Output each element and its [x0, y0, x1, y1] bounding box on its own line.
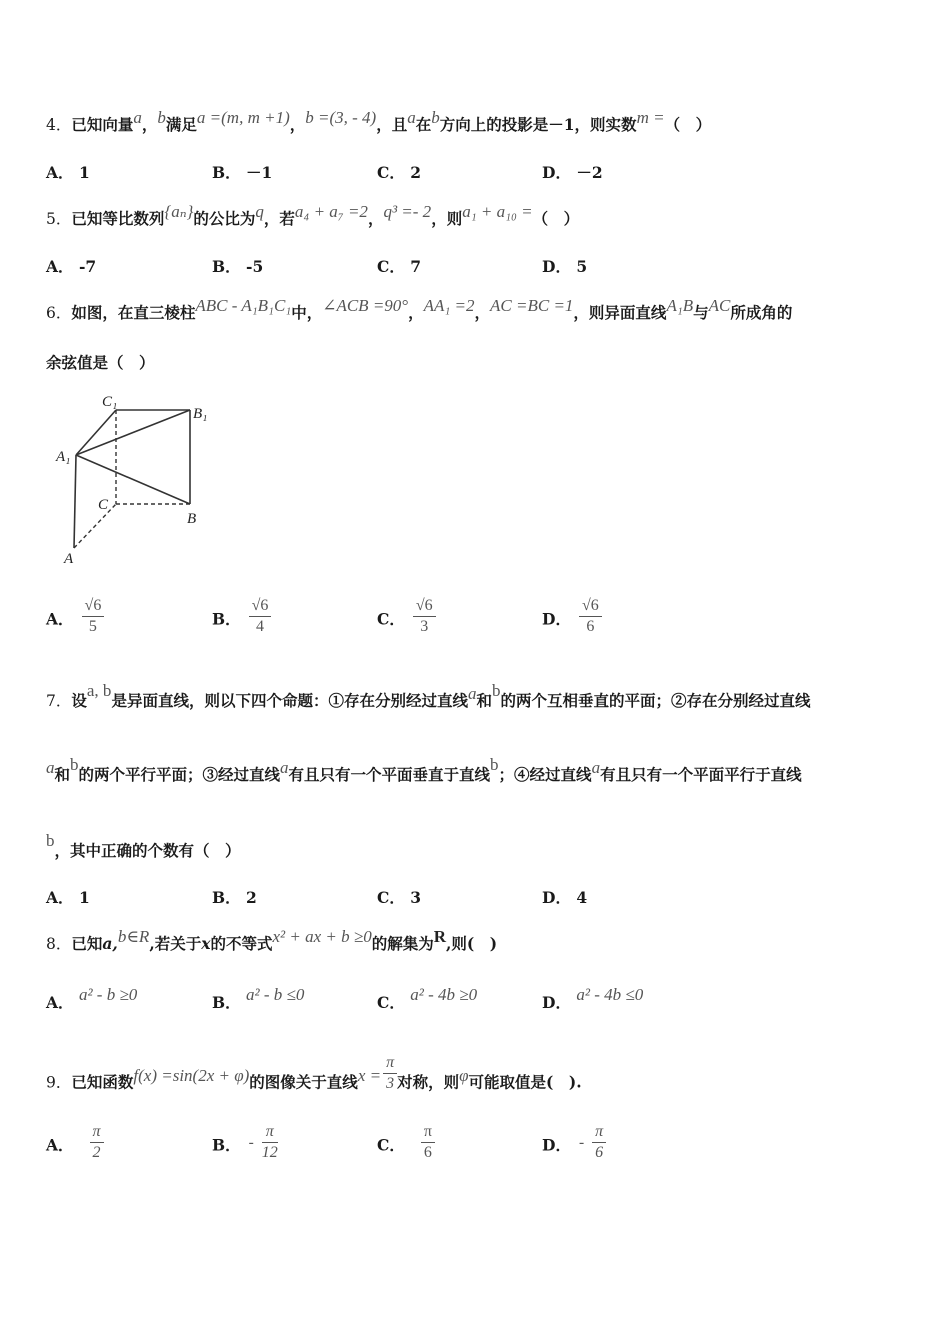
q8-stem: 8．已知a,b∈R,若关于x的不等式x² + ax + b ≥0的解集为R,则( ) — [46, 927, 498, 953]
edge-A1-B1 — [76, 410, 190, 455]
edge-A-A1 — [74, 455, 76, 548]
label-C: C — [98, 497, 109, 513]
q9-option-a[interactable]: A． $\frac{\pi}{2}$ — [46, 1126, 104, 1167]
q7-option-c[interactable]: C． 3 — [377, 888, 422, 907]
label-C1: C₁ — [102, 394, 118, 410]
q4-option-a[interactable]: A． 1 — [46, 163, 90, 182]
q9-option-b[interactable]: B． - $\frac{\pi}{12}$ — [212, 1123, 278, 1161]
q8-number: 8． — [46, 935, 72, 953]
q9-option-d[interactable]: D． - $\frac{\pi}{6}$ — [542, 1126, 606, 1167]
q8-option-c[interactable]: C． a² - 4b ≥0 — [377, 985, 478, 1012]
edge-A-C — [74, 504, 116, 548]
q6-option-a[interactable]: A． $\frac{√6}{5}$ — [46, 600, 104, 641]
q6-number: 6． — [46, 304, 72, 322]
q6-option-d[interactable]: D． $\frac{√6}{6}$ — [542, 600, 602, 641]
q9-option-c[interactable]: C． $\frac{\pi}{6}$ — [377, 1126, 435, 1167]
q6-stem: 6．如图，在直三棱柱ABC - A₁B₁C₁中，∠ACB =90°，AA₁ =2，AC =BC =1，则异面直线A₁B与AC所成角的 — [46, 296, 793, 322]
q7-option-d[interactable]: D． 4 — [542, 888, 588, 907]
q7-option-b[interactable]: B． 2 — [212, 888, 257, 907]
q6-option-c[interactable]: C． $\frac{√6}{3}$ — [377, 600, 436, 641]
label-B: B — [187, 511, 197, 527]
q4-number: 4． — [46, 116, 72, 134]
q8-option-a[interactable]: A． a² - b ≥0 — [46, 985, 138, 1012]
edge-A1-B — [76, 455, 190, 504]
q8-option-d[interactable]: D． a² - 4b ≤0 — [542, 985, 644, 1012]
q4-vector-a: a =(m, m +1) — [196, 108, 290, 127]
q8-option-b[interactable]: B． a² - b ≤0 — [212, 985, 305, 1012]
q4-stem: 4．已知向量a，b满足a =(m, m +1)，b =(3, - 4)，且a在b方向上的投影是－1，则实数m =（ ） — [46, 108, 712, 134]
q5-option-b[interactable]: B． -5 — [212, 257, 264, 276]
q9-number: 9． — [46, 1073, 72, 1092]
q7-stem-line2: a和b的两个平行平面；③经过直线a有且只有一个平面垂直于直线b；④经过直线a有且只有一个平面平行于直线 — [46, 755, 802, 784]
edge-A1-C1 — [76, 410, 116, 455]
prism-figure — [50, 388, 230, 568]
q7-stem: 7．设a, b是异面直线，则以下四个命题：①存在分别经过直线a和b的两个互相垂直的平面；②存在分别经过直线 — [46, 681, 811, 710]
q5-number: 5． — [46, 210, 72, 228]
q6-stem-line2: 余弦值是（ ） — [46, 353, 155, 372]
q5-option-a[interactable]: A． -7 — [46, 257, 97, 276]
q7-stem-line3: b，其中正确的个数有（ ） — [46, 831, 241, 860]
q6-option-b[interactable]: B． $\frac{√6}{4}$ — [212, 600, 271, 641]
q4-option-b[interactable]: B． －1 — [212, 163, 273, 182]
q5-option-c[interactable]: C． 7 — [377, 257, 422, 276]
q4-vector-b: b =(3, - 4) — [305, 108, 377, 127]
label-A: A — [64, 551, 74, 567]
q4-option-d[interactable]: D． －2 — [542, 163, 603, 182]
label-B1: B₁ — [193, 406, 208, 422]
q7-number: 7． — [46, 692, 72, 710]
q4-option-c[interactable]: C． 2 — [377, 163, 422, 182]
label-A1: A₁ — [56, 449, 71, 465]
q7-option-a[interactable]: A． 1 — [46, 888, 90, 907]
q5-stem: 5．已知等比数列{aₙ}的公比为q，若a₄ + a₇ =2，q³ =- 2，则a₁ + a₁₀ =（ ） — [46, 202, 580, 228]
q9-stem: 9．已知函数f(x) =sin(2x + φ)的图像关于直线x = $\frac{\pi}{3}$ 对称，则φ可能取值是( ). — [46, 1054, 582, 1092]
q5-option-d[interactable]: D． 5 — [542, 257, 588, 276]
